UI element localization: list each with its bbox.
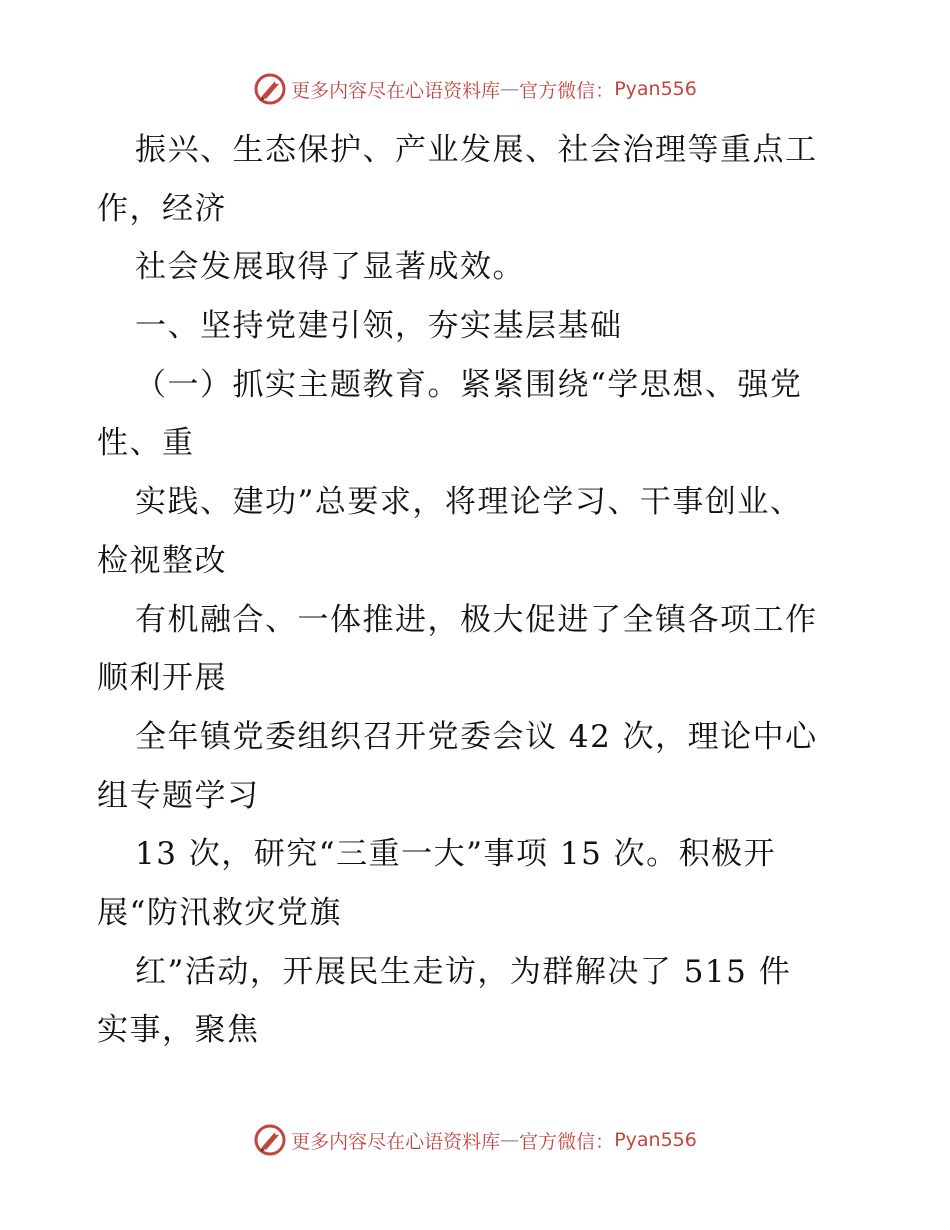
text-line: 实事，聚焦 — [97, 1012, 260, 1049]
text-line: 全年镇党委组织召开党委会议 42 次，理论中心 — [135, 718, 818, 755]
text-line: 展“防汛救灾党旗 — [97, 894, 342, 931]
watermark-label: 官方微信： — [519, 79, 615, 102]
header-watermark — [0, 69, 950, 109]
watermark-label: 官方微信： — [519, 1130, 615, 1153]
watermark-main-text: 更多内容尽在心语资料库 — [291, 1130, 501, 1153]
text-line: 红”活动，开展民生走访，为群解决了 515 件 — [135, 953, 792, 990]
leaf-pen-logo-icon — [253, 72, 287, 106]
watermark-wechat-id: Pyan556 — [614, 78, 697, 100]
text-line: 检视整改 — [97, 542, 227, 579]
watermark-wechat-id: Pyan556 — [614, 1129, 697, 1151]
text-line: 性、重 — [97, 425, 195, 462]
text-line: 社会发展取得了显著成效。 — [135, 249, 525, 286]
leaf-pen-logo-icon — [253, 1123, 287, 1157]
text-line: 13 次，研究“三重一大”事项 15 次。积极开 — [135, 836, 777, 873]
text-line: 实践、建功”总要求，将理论学习、干事创业、 — [135, 484, 803, 521]
watermark-main-text: 更多内容尽在心语资料库 — [291, 79, 501, 102]
text-line: 组专题学习 — [97, 777, 260, 814]
text-line: 作，经济 — [97, 190, 227, 227]
watermark-separator: — — [500, 1129, 520, 1151]
text-line: 有机融合、一体推进，极大促进了全镇各项工作 — [135, 601, 818, 638]
footer-watermark — [0, 1120, 950, 1160]
watermark-separator: — — [500, 78, 520, 100]
text-line: （一）抓实主题教育。紧紧围绕“学思想、强党 — [135, 366, 803, 403]
text-line: 顺利开展 — [97, 660, 227, 697]
text-line: 振兴、生态保护、产业发展、社会治理等重点工 — [135, 132, 818, 168]
document-body — [97, 121, 857, 1060]
section-heading: 一、坚持党建引领，夯实基层基础 — [135, 308, 623, 345]
